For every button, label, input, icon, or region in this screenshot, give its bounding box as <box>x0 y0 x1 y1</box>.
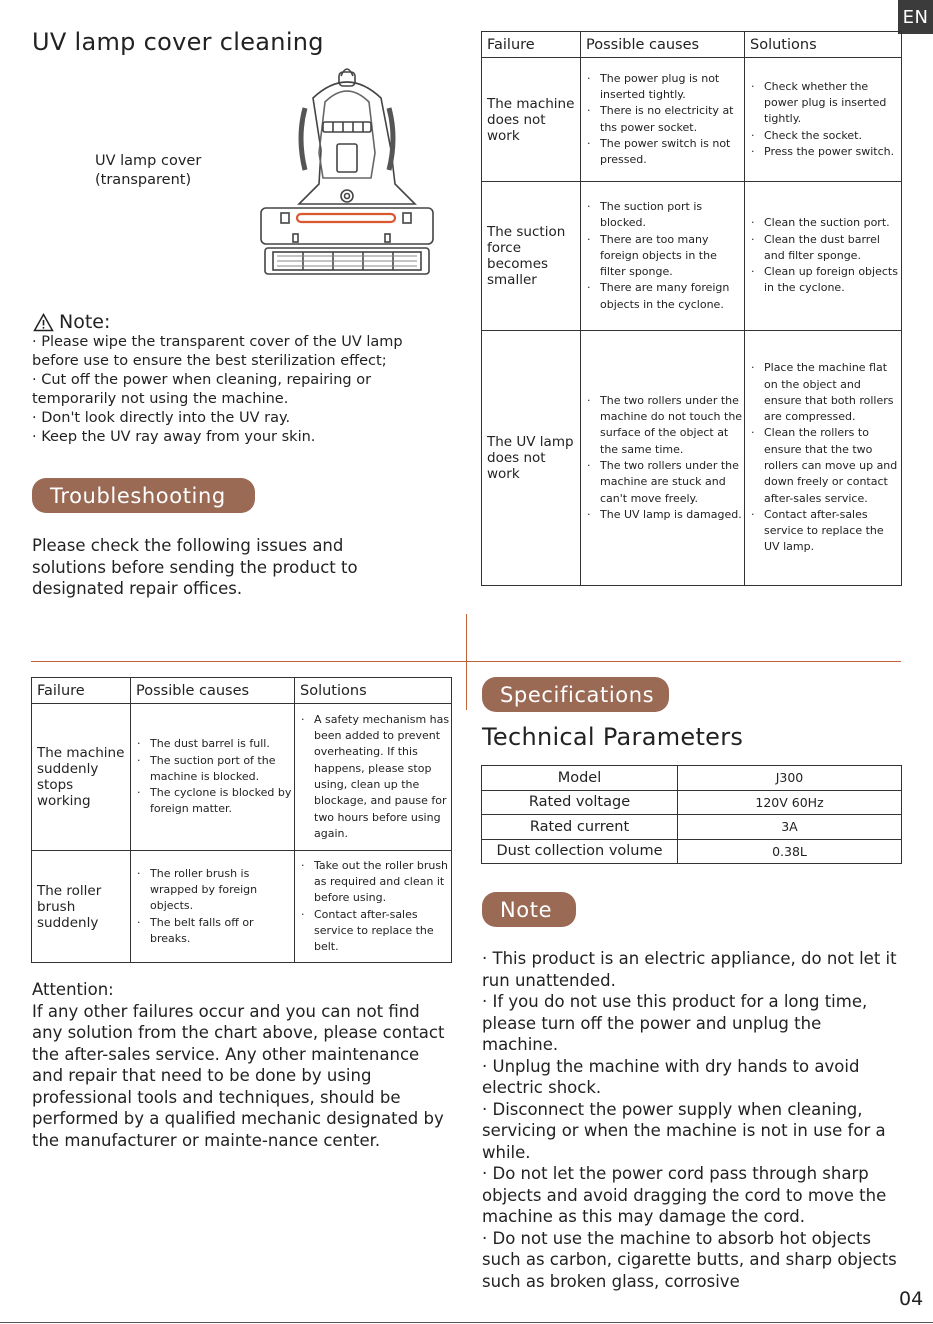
troubleshooting-table-1 <box>481 31 902 586</box>
cause-item: · There are too many foreign objects in the filter sponge. <box>581 232 744 281</box>
table-row <box>32 704 452 851</box>
note-list <box>482 948 902 1292</box>
solution-item: · Take out the roller brush as required and clean it before using. <box>295 858 451 907</box>
solutions-cell <box>745 182 902 331</box>
table-row <box>482 331 902 586</box>
failure-cell: The UV lamp does not work <box>482 331 581 586</box>
spec-value: 0.38L <box>678 839 902 864</box>
uv-lamp-label-line1: UV lamp cover <box>95 153 202 169</box>
uv-note-item: · Please wipe the transparent cover of the UV lamp before use to ensure the best sterilization effect; <box>32 334 403 369</box>
troubleshooting-intro: Please check the following issues and solutions before sending the product to designated repair offices. <box>32 536 358 598</box>
note-item: · Do not use the machine to absorb hot objects such as carbon, cigarette butts, and sharp objects such as broken glass, corrosive <box>482 1228 897 1291</box>
uv-lamp-label <box>95 152 201 190</box>
troubleshooting-table-2 <box>31 677 452 963</box>
header-causes: Possible causes <box>581 32 745 58</box>
causes-cell <box>131 704 295 851</box>
uv-note-item: · Keep the UV ray away from your skin. <box>32 429 316 445</box>
header-solutions: Solutions <box>745 32 902 58</box>
cause-item: · The roller brush is wrapped by foreign objects. <box>131 866 294 915</box>
cause-item: · The cyclone is blocked by foreign matter. <box>131 785 294 818</box>
specifications-pill: Specifications <box>482 677 669 712</box>
header-causes: Possible causes <box>131 678 295 704</box>
failure-cell: The machine suddenly stops working <box>32 704 131 851</box>
uv-note-heading-text: Note: <box>59 311 111 333</box>
table-header-row <box>482 32 902 58</box>
solutions-cell <box>745 331 902 586</box>
bottom-rule <box>0 1322 933 1323</box>
cause-item: · The suction port is blocked. <box>581 199 744 232</box>
solution-item: · Contact after-sales service to replace the belt. <box>295 907 451 956</box>
cause-item: · The power plug is not inserted tightly. <box>581 71 744 104</box>
language-tab: EN <box>898 0 933 34</box>
cause-item: · There is no electricity at ths power socket. <box>581 103 744 136</box>
attention-block <box>32 979 450 1151</box>
failure-cell: The machine does not work <box>482 58 581 182</box>
technical-parameters-title: Technical Parameters <box>482 723 744 751</box>
table-row <box>482 182 902 331</box>
solution-item: · Check the socket. <box>745 128 901 144</box>
cause-item: · The two rollers under the machine do not touch the surface of the object at the same time. <box>581 393 744 458</box>
table-header-row <box>32 678 452 704</box>
solution-item: · Place the machine flat on the object and ensure that both rollers are compressed. <box>745 360 901 425</box>
spec-row <box>482 839 902 864</box>
cause-item: · The UV lamp is damaged. <box>581 507 744 523</box>
cause-item: · The belt falls off or breaks. <box>131 915 294 948</box>
uv-note-item: · Cut off the power when cleaning, repairing or temporarily not using the machine. <box>32 372 372 407</box>
cause-item: · The suction port of the machine is blocked. <box>131 753 294 786</box>
solutions-cell <box>295 704 452 851</box>
uv-lamp-label-line2: (transparent) <box>95 172 192 188</box>
attention-text: If any other failures occur and you can not find any solution from the chart above, please contact the after-sales service. Any other maintenance and repair that need to be done by using professional tools and techniques, should be performed by a qualified mechanic designated by the manufacturer or mainte-nance center. <box>32 1001 445 1150</box>
spec-key: Rated voltage <box>482 790 678 815</box>
note-item: · This product is an electric appliance, do not let it run unattended. <box>482 949 897 990</box>
uv-note-list <box>32 333 432 447</box>
cause-item: · The two rollers under the machine are stuck and can't move freely. <box>581 458 744 507</box>
spec-key: Rated current <box>482 815 678 840</box>
header-failure: Failure <box>482 32 581 58</box>
solutions-cell <box>745 58 902 182</box>
solution-item: · Clean the suction port. <box>745 215 901 231</box>
solutions-cell <box>295 851 452 963</box>
troubleshooting-pill: Troubleshooting <box>32 478 255 513</box>
header-solutions: Solutions <box>295 678 452 704</box>
solution-item: · Contact after-sales service to replace the UV lamp. <box>745 507 901 556</box>
causes-cell <box>581 58 745 182</box>
spec-key: Dust collection volume <box>482 839 678 864</box>
cause-item: · There are many foreign objects in the cyclone. <box>581 280 744 313</box>
table-row <box>32 851 452 963</box>
note-item: · Disconnect the power supply when cleaning, servicing or when the machine is not in use for a while. <box>482 1099 886 1162</box>
spec-value: 3A <box>678 815 902 840</box>
causes-cell <box>581 331 745 586</box>
header-failure: Failure <box>32 678 131 704</box>
failure-cell: The suction force becomes smaller <box>482 182 581 331</box>
note-item: · If you do not use this product for a long time, please turn off the power and unplug the machine. <box>482 992 868 1054</box>
solution-item: · Press the power switch. <box>745 144 901 160</box>
table-row <box>482 58 902 182</box>
spec-value: J300 <box>678 766 902 791</box>
note-item: · Unplug the machine with dry hands to avoid electric shock. <box>482 1056 860 1097</box>
causes-cell <box>581 182 745 331</box>
solution-item: · Clean the rollers to ensure that the two rollers can move up and down freely or contact after-sales service. <box>745 425 901 506</box>
uv-lamp-cover-highlight <box>297 214 395 222</box>
causes-cell <box>131 851 295 963</box>
solution-item: · Clean up foreign objects in the cyclone. <box>745 264 901 297</box>
spec-value: 120V 60Hz <box>678 790 902 815</box>
spec-key: Model <box>482 766 678 791</box>
note-item: · Do not let the power cord pass through sharp objects and avoid dragging the cord to move the machine as this may damage the cord. <box>482 1164 887 1226</box>
cause-item: · The power switch is not pressed. <box>581 136 744 169</box>
failure-cell: The roller brush suddenly <box>32 851 131 963</box>
uv-note-heading <box>33 311 110 333</box>
spec-row <box>482 766 902 791</box>
solution-item: · A safety mechanism has been added to prevent overheating. If this happens, please stop using, clean up the blockage, and pause for two hours before using again. <box>295 712 451 842</box>
attention-heading: Attention: <box>32 980 114 999</box>
uv-note-item: · Don't look directly into the UV ray. <box>32 410 291 426</box>
solution-item: · Check whether the power plug is inserted tightly. <box>745 79 901 128</box>
solution-item: · Clean the dust barrel and filter sponge. <box>745 232 901 265</box>
uv-section-title: UV lamp cover cleaning <box>32 28 324 56</box>
warning-icon <box>33 313 54 332</box>
spec-table <box>481 765 902 864</box>
spec-row <box>482 815 902 840</box>
cause-item: · The dust barrel is full. <box>131 736 294 752</box>
vacuum-illustration <box>255 58 440 288</box>
spec-row <box>482 790 902 815</box>
page-number: 04 <box>899 1288 924 1310</box>
vertical-divider <box>466 614 467 710</box>
note-pill: Note <box>482 892 576 927</box>
